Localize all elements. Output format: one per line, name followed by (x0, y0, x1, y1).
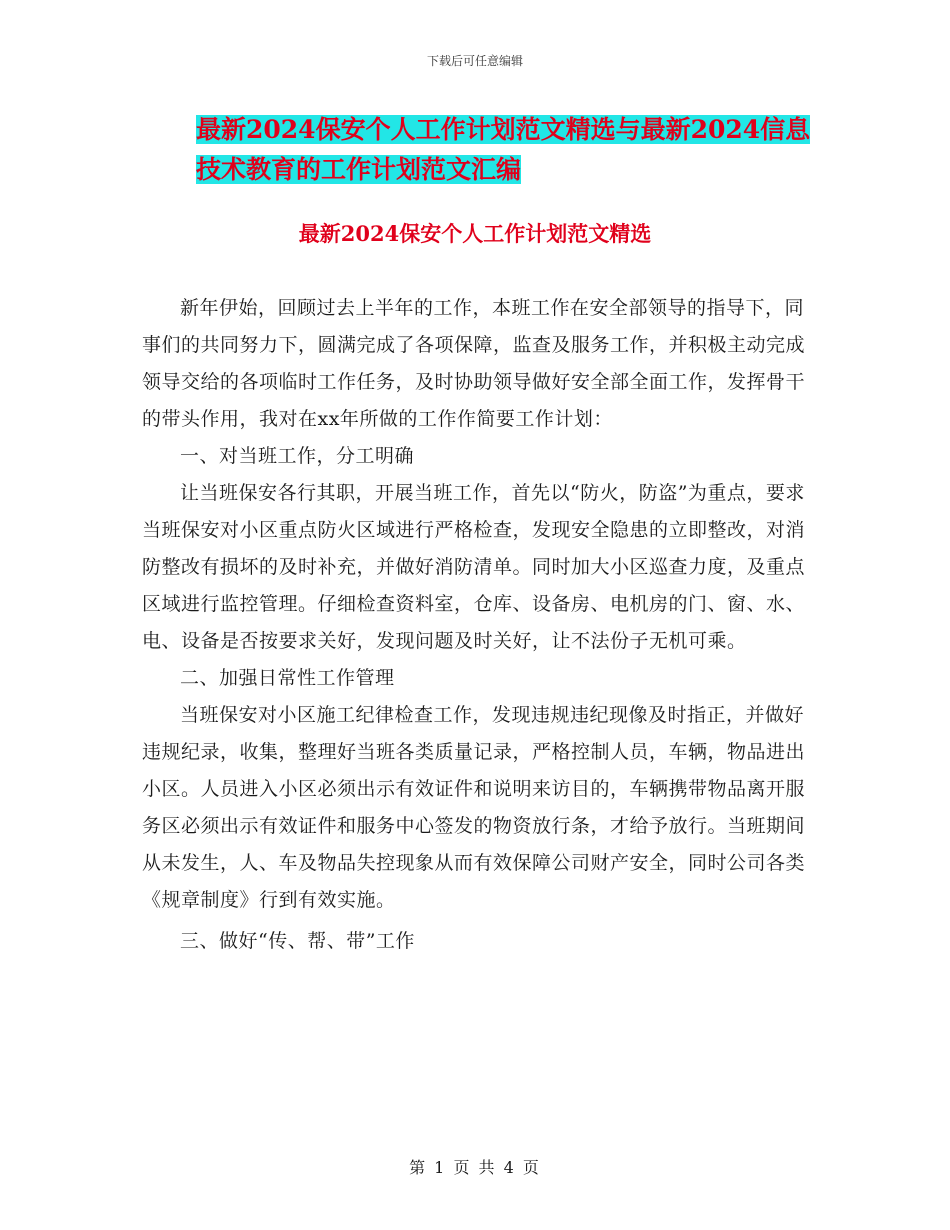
paragraph-intro: 新年伊始，回顾过去上半年的工作，本班工作在安全部领导的指导下，同事们的共同努力下，圆满完成了各项保障，监查及服务工作，并积极主动完成领导交给的各项临时工作任务，及时协助领导做好安全部全面工作，发挥骨干的带头作用，我对在xx年所做的工作作简要工作计划： (142, 297, 806, 430)
heading-3: 三、做好“传、帮、带”工作 (180, 930, 415, 952)
section-title: 最新2024保安个人工作计划范文精选 (298, 221, 652, 246)
document-title-text: 最新2024保安个人工作计划范文精选与最新2024信息技术教育的工作计划范文汇编 (196, 115, 811, 184)
document-title (196, 110, 816, 190)
header-note: 下载后可任意编辑 (426, 54, 523, 68)
paragraph-2: 当班保安对小区施工纪律检查工作，发现违规违纪现像及时指正，并做好违规纪录，收集，整理好当班各类质量记录，严格控制人员，车辆，物品进出小区。人员进入小区必须出示有效证件和说明来访目的，车辆携带物品离开服务区必须出示有效证件和服务中心签发的物资放行条，才给予放行。当班期间从未发生，人、车及物品失控现象从而有效保障公司财产安全，同时公司各类《规章制度》行到有效实施。 (142, 704, 806, 911)
heading-1: 一、对当班工作，分工明确 (180, 445, 415, 467)
body-text (142, 290, 812, 960)
heading-2: 二、加强日常性工作管理 (180, 667, 395, 689)
paragraph-1: 让当班保安各行其职，开展当班工作，首先以“防火，防盗”为重点，要求当班保安对小区重点防火区域进行严格检查，发现安全隐患的立即整改，对消防整改有损坏的及时补充，并做好消防清单。同时加大小区巡查力度，及重点区域进行监控管理。仔细检查资料室，仓库、设备房、电机房的门、窗、水、电、设备是否按要求关好，发现问题及时关好，让不法份子无机可乘。 (142, 482, 806, 652)
page-footer: 第 1 页 共 4 页 (409, 1158, 541, 1177)
